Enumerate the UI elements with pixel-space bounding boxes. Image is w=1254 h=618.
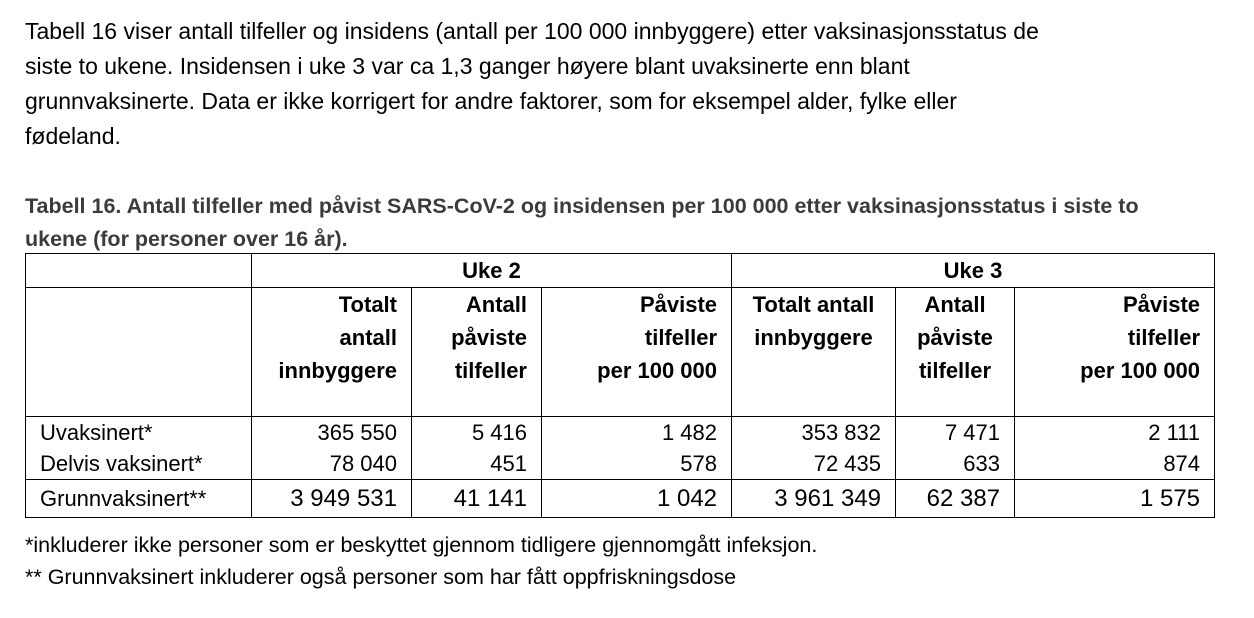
table-row [26, 417, 1215, 449]
table-cell: 2 111 [1015, 417, 1215, 449]
table-cell: 874 [1015, 448, 1215, 480]
intro-line: siste to ukene. Insidensen i uke 3 var ca 1,3 ganger høyere blant uvaksinerte enn blant [25, 53, 910, 79]
empty-corner-cell [26, 254, 252, 288]
intro-line: fødeland. [25, 123, 121, 149]
table-cell: 3 961 349 [732, 480, 896, 518]
intro-line: grunnvaksinerte. Data er ikke korrigert for andre faktorer, som for eksempel alder, fylke eller [25, 88, 957, 114]
table-cell: 5 416 [412, 417, 542, 449]
row-label: Grunnvaksinert** [26, 480, 252, 518]
row-label: Delvis vaksinert* [26, 448, 252, 480]
empty-label-header [26, 288, 252, 417]
table-row [26, 448, 1215, 480]
table-cell: 62 387 [896, 480, 1015, 518]
header-uke2-totalt-antall-innbyggere: Totalt antall innbyggere [252, 288, 412, 417]
table-cell: 78 040 [252, 448, 412, 480]
table-cell: 41 141 [412, 480, 542, 518]
table-row [26, 480, 1215, 518]
header-uke2-paviste-per-100000: Påviste tilfeller per 100 000 [542, 288, 732, 417]
caption-line: Tabell 16. Antall tilfeller med påvist SARS-CoV-2 og insidensen per 100 000 etter vaksinasjonsstatus i siste to [25, 194, 1139, 218]
group-header-row [26, 254, 1215, 288]
header-uke2-antall-paviste-tilfeller: Antall påviste tilfeller [412, 288, 542, 417]
table-cell: 7 471 [896, 417, 1015, 449]
table-cell: 1 482 [542, 417, 732, 449]
table-cell: 578 [542, 448, 732, 480]
header-uke3-totalt-antall-innbyggere: Totalt antall innbyggere [732, 288, 896, 417]
table-cell: 365 550 [252, 417, 412, 449]
group-header-uke3: Uke 3 [732, 254, 1215, 288]
header-uke3-paviste-per-100000: Påviste tilfeller per 100 000 [1015, 288, 1215, 417]
table-cell: 451 [412, 448, 542, 480]
column-header-row [26, 288, 1215, 417]
table-caption [25, 190, 1235, 256]
footnote-2: ** Grunnvaksinert inkluderer også personer som har fått oppfriskningsdose [25, 565, 737, 589]
footnote-1: *inkluderer ikke personer som er beskyttet gjennom tidligere gjennomgått infeksjon. [25, 533, 818, 557]
table-cell: 353 832 [732, 417, 896, 449]
table-cell: 72 435 [732, 448, 896, 480]
table-cell: 1 575 [1015, 480, 1215, 518]
header-uke3-antall-paviste-tilfeller: Antall påviste tilfeller [896, 288, 1015, 417]
intro-paragraph [25, 14, 1225, 154]
caption-line: ukene (for personer over 16 år). [25, 227, 348, 251]
table-cell: 3 949 531 [252, 480, 412, 518]
intro-line: Tabell 16 viser antall tilfeller og insidens (antall per 100 000 innbyggere) etter vaksinasjonsstatus de [25, 18, 1039, 44]
table-cell: 1 042 [542, 480, 732, 518]
row-label: Uvaksinert* [26, 417, 252, 449]
group-header-uke2: Uke 2 [252, 254, 732, 288]
vaccination-status-table [25, 253, 1215, 518]
table-cell: 633 [896, 448, 1015, 480]
